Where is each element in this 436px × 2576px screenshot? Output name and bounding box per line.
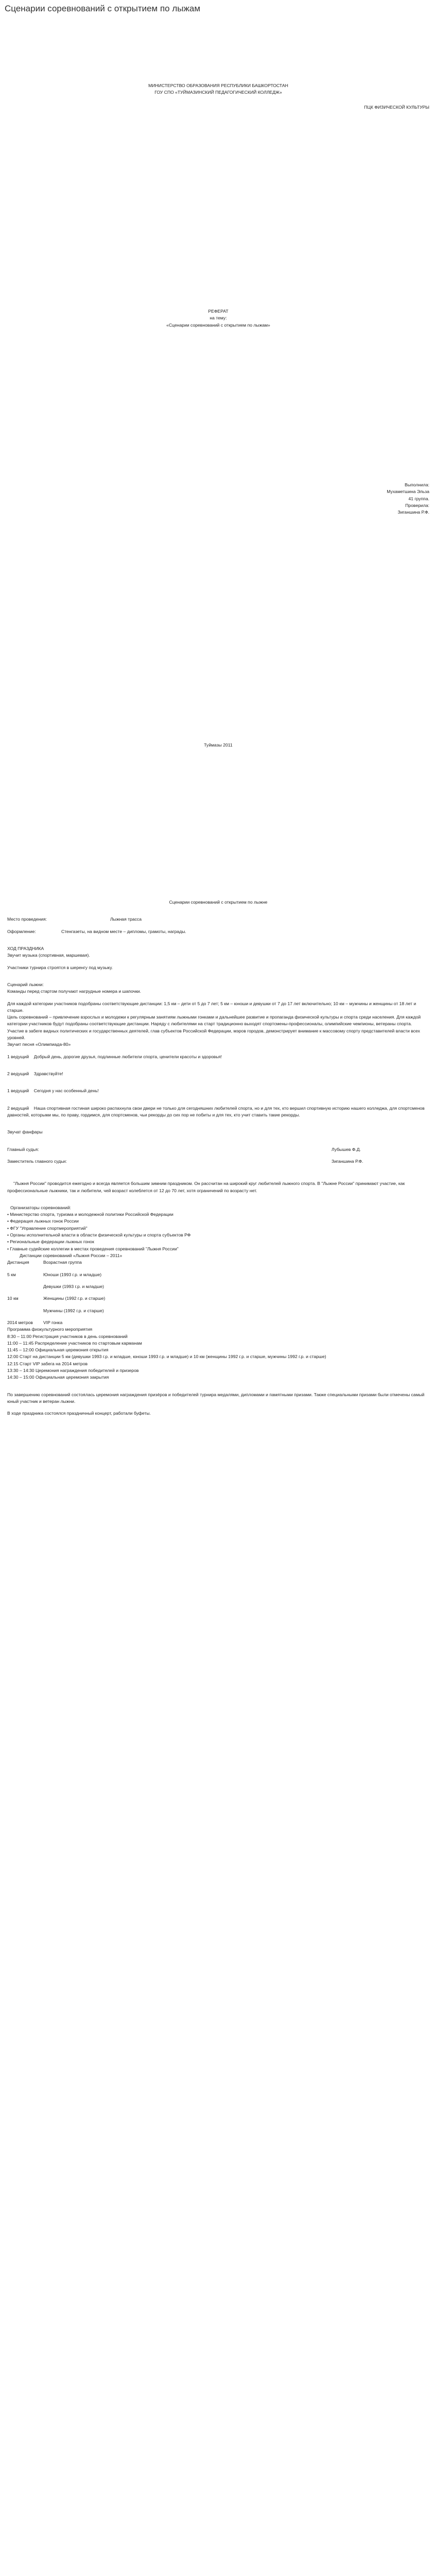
city-year [7,742,429,749]
distance-row [7,1295,429,1302]
fanfare-line: Звучат фанфары [7,1129,43,1135]
distance-cell: 2014 метров [7,1319,33,1325]
distance-row [7,1272,429,1278]
program-item: 12:00 Старт на дистанции 5 км (девушки 1993 г.р. и младше, юноши 1993 г.р. и младше) и 10 км (женщины 1992 г.р. и старше, мужчины 1992 г.р. и старше) [7,1354,326,1360]
program-item: 11:00 – 11:45 Распределение участников по стартовым карманам [7,1340,142,1346]
program-item: 8:30 – 11:00 Регистрация участников в день соревнований [7,1333,128,1339]
host-line [7,1105,429,1119]
distance-row [7,1308,429,1314]
distance-cell: 10 км [7,1296,19,1301]
department-line [7,104,429,111]
author-line: Проверила: [405,502,429,508]
deputy-value: Зиганшина Р.Ф. [332,1158,363,1164]
organizers-label: Организаторы соревнований: [10,1205,72,1210]
teams-line: Команды перед стартом получают нагрудные номера и шапочки. [7,989,141,994]
title-page-header [7,82,429,96]
program-label: Программа физкультурного мероприятия [7,1327,93,1332]
city-year-text: Туймазы 2011 [204,742,233,748]
host-label: 1 ведущий [7,1088,29,1094]
organizer-item: • Министерство спорта, туризма и молодежной политики Российской Федерации [7,1212,173,1217]
distance-cell [7,1308,43,1314]
scenario-label: Сценарий лыжни: [7,981,44,987]
judge-row [7,1146,429,1153]
host-line [7,1071,429,1077]
organizer-item: • ФГУ "Управление спортмероприятий" [7,1225,88,1231]
host-text: Добрый день, дорогие друзья, подлинные любители спорта, ценители красоты и здоровья! [33,1054,222,1059]
department-name: ПЦК ФИЗИЧЕСКОЙ КУЛЬТУРЫ [364,105,429,110]
organizer-item: • Региональные федерации лыжных гонок [7,1239,94,1245]
distances-header-cell: Возрастная группа [43,1260,82,1265]
host-text: Наша спортивная гостиная широко распахнула свои двери не только для сегодняшних любителей спорта, но и для тех, кто вершил спортивную историю нашего колледжа, для спортсменов давностей, которыми мы, по праву, гордимся, для спортсменов, чьи рекорды до сих пор не побиты и для тех, кто учит ставить такие рекорды. [7,1105,425,1117]
judge-label: Главный судья: [7,1146,39,1152]
ministry-name: МИНИСТЕРСТВО ОБРАЗОВАНИЯ РЕСПУБЛИКИ БАШКОРТОСТАН [148,83,288,88]
scenario-heading: Сценарии соревнований с открытием по лыжне [169,900,268,905]
group-cell: Девушки (1993 г.р. и младше) [43,1283,104,1289]
distance-cell: 5 км [7,1272,16,1277]
judge-value: Лубышев Ф.Д. [332,1146,361,1152]
ski-paragraph: "Лыжня России" проводится ежегодно и всегда является большим зимним праздником. Он рассчитан на широкий круг любителей лыжного спорта. В "Лыжне России" принимают участие, как профессиональные лыжники, так и любители, чей возраст колеблется от 12 до 70 лет, хотя ограничений по возрасту нет. [7,1181,405,1193]
course-line: Участники турнира строятся в шеренгу под музыку. [7,964,113,970]
course-line: Звучит музыка (спортивная, маршевая). [7,953,90,958]
anthem-line: Звучит песня «Олимпиада-80» [7,1042,71,1047]
group-cell: Женщины (1992 г.р. и старше) [43,1296,106,1301]
college-name: ГОУ СПО «ТУЙМАЗИНСКИЙ ПЕДАГОГИЧЕСКИЙ КОЛЛЕДЖ» [154,90,282,95]
host-text: Здравствуйте! [33,1071,63,1076]
program-item: 13:30 – 14:30 Церемония награждения победителей и призеров [7,1368,139,1374]
decor-label: Оформление: [7,928,36,934]
host-label: 2 ведущий [7,1105,29,1111]
distance-row [7,1319,429,1326]
program-item: 12:15 Старт VIP забега на 2014 метров [7,1361,88,1366]
deputy-label: Заместитель главного судьи: [7,1158,67,1164]
host-label: 1 ведущий [7,1054,29,1059]
author-line: 41 группа. [408,496,429,501]
distances-title: Дистанции соревнований «Лыжня России – 2011» [20,1253,123,1258]
authors-block [7,482,429,516]
goal-paragraph: Цель соревнований – привлечение взрослых и молодежи к регулярным занятиям лыжными гонками и дальнейшее развитие и пропаганда физической культуры и спорта среди населения. Для каждой категории участников будут подобраны соответствующие дистанции. Наряду с любителями на старт традиционно выходят спортсмены-профессионалы, олимпийские чемпионы, ветераны спорта. Участие в забеге видных политических и государственных деятелей, глав субъектов Российской Федерации, мэров городов, демонстрирует внимание к массовому спорту представителей власти всех уровней. [7,1014,421,1041]
organizer-item: • Органы исполнительной власти в области физической культуры и спорта субъектов РФ [7,1232,191,1238]
venue-label: Место проведения: [7,917,47,922]
decor-value: Стенгазеты, на видном месте – дипломы, грамоты, награды. [61,928,186,934]
document-title: Сценарии соревнований с открытием по лыжам [5,4,201,13]
categories-paragraph: Для каждой категории участников подобраны соответствующие дистанции: 1,5 км – дети от 5 до 7 лет; 5 км – юноши и девушки от 7 до 17 лет включительно; 10 км – мужчины и женщины от 18 лет и старше. [7,1001,416,1013]
distances-header-cell: Дистанция [7,1260,29,1265]
deputy-row [7,1158,429,1165]
closing-paragraph: В ходе праздника состоялся праздничный концерт, работали буфеты. [7,1411,151,1416]
report-topic-title: «Сценарии соревнований с открытием по лыжам» [166,322,270,328]
course-heading: ХОД ПРАЗДНИКА [7,945,44,951]
distance-row [7,1283,429,1290]
group-cell: Мужчины (1992 г.р. и старше) [43,1308,104,1313]
distance-cell [7,1283,43,1290]
program-item: 11:45 – 12:00 Официальная церемония открытия [7,1347,109,1353]
venue-row [7,916,429,923]
report-topic-label: на тему: [210,315,227,321]
author-line: Мухаметшина Эльза [387,489,429,495]
host-line [7,1088,429,1094]
program-item: 14:30 – 15:00 Официальная церемония закрытия [7,1375,109,1380]
organizer-item: • Федерация лыжных гонок России [7,1218,79,1224]
venue-value: Лыжная трасса [110,917,142,922]
report-block [7,308,429,329]
distances-header [7,1259,429,1266]
host-text: Сегодня у нас особенный день! [33,1088,99,1094]
group-cell: VIP гонка [43,1319,63,1325]
author-line: Выполнила: [405,482,429,487]
author-line: Зиганшина Р.Ф. [397,510,429,515]
scenario-section [7,899,429,1417]
organizer-item: • Главные судейские коллегии в местах проведения соревнований "Лыжня России" [7,1246,179,1251]
decor-row [7,928,429,935]
host-line [7,1054,429,1060]
group-cell: Юноши (1993 г.р. и младше) [43,1272,102,1277]
report-label: РЕФЕРАТ [208,309,229,314]
host-label: 2 ведущий [7,1071,29,1076]
closing-paragraph: По завершению соревнований состоялась церемония награждения призёров и победителей турнира медалями, дипломами и памятными призами. Также специальными призами были отмечены самый юный участник и ветеран лыжни. [7,1392,425,1404]
